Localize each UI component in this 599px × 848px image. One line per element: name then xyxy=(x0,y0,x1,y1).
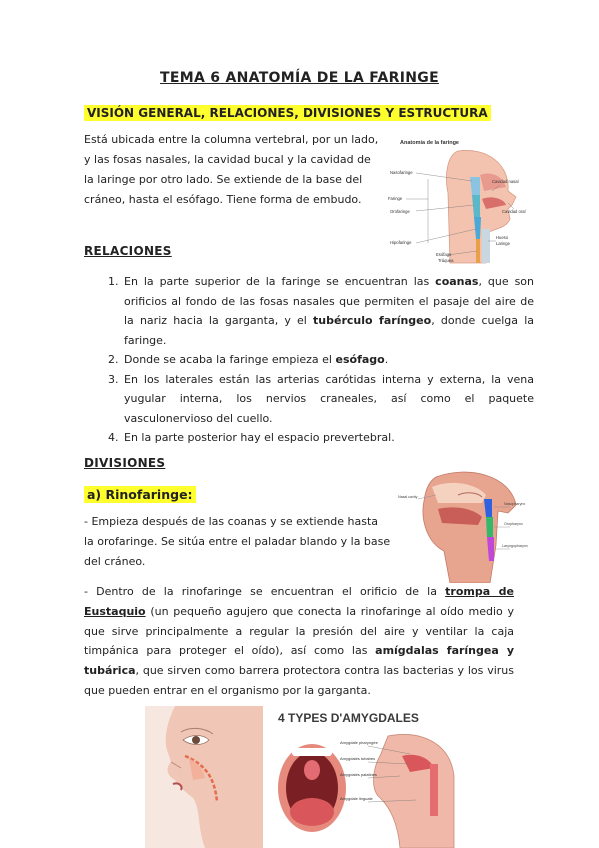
figure4-title: 4 TYPES D'AMYGDALES xyxy=(278,711,419,725)
label-hipofaringe: Hipofaringe xyxy=(390,240,412,245)
sagittal-head-figure xyxy=(398,465,530,583)
keyword-amigdalas: amígdalas faríngea y tubárica xyxy=(84,644,515,678)
label-faringe: Faringe xyxy=(388,196,403,201)
relaciones-heading: RELACIONES xyxy=(84,244,172,258)
label-nasal-cavity: Nasal cavity xyxy=(398,495,418,499)
list-item: 3. En los laterales están las arterias carótidas interna y externa, la vena yugular interna, los nervios craneales, así como el paquete vasculonervioso del cuello. xyxy=(122,370,534,429)
paragraph-line: - Empieza después de las coanas y se extiende hasta xyxy=(84,515,379,528)
paragraph-line: la orofaringe. Se sitúa entre el paladar blando y la base xyxy=(84,535,391,548)
label-cavidad-oral: Cavidad oral xyxy=(502,209,526,214)
amygdales-figure xyxy=(270,706,456,848)
intro-line: y las fosas nasales, la cavidad bucal y la cavidad de xyxy=(84,153,371,166)
label-hueso: Hueso xyxy=(496,235,509,240)
label-nasofaringe: Nasofaringe xyxy=(390,170,413,175)
label-orofaringe: Orofaringe xyxy=(390,209,410,214)
list-item: 2. Donde se acaba la faringe empieza el esófago. xyxy=(122,350,534,370)
label-traquea: Tráquea xyxy=(438,258,454,263)
label-laryngopharynx: Laryngopharynx xyxy=(502,544,528,548)
keyword-esofago: esófago xyxy=(335,353,385,366)
label-esofago: Esófago xyxy=(436,252,452,257)
divisiones-heading: DIVISIONES xyxy=(84,456,166,470)
keyword-coanas: coanas xyxy=(435,275,479,288)
page-title: TEMA 6 ANATOMÍA DE LA FARINGE xyxy=(160,70,439,86)
pharynx-anatomy-figure xyxy=(388,133,528,273)
paragraph-line: del cráneo. xyxy=(84,555,146,568)
keyword-tuberculo: tubérculo faríngeo xyxy=(313,314,432,327)
list-item: 4. En la parte posterior hay el espacio prevertebral. xyxy=(122,428,534,448)
intro-line: cráneo, hasta el esófago. Tiene forma de embudo. xyxy=(84,193,362,206)
label-amygdale-pharyngee: Amygdale pharyngée xyxy=(340,740,378,745)
list-item: 1. En la parte superior de la faringe se encuentran las coanas, que son orificios al fondo de las fosas nasales que permiten el pasaje del aire de la nariz hacia la garganta, y el tubérculo faríngeo, donde cuelga la faringe. xyxy=(122,272,534,350)
label-laringe: Laringe xyxy=(496,241,510,246)
figure1-title: Anatomía de la faringe xyxy=(400,140,459,146)
label-oropharynx: Oropharynx xyxy=(504,522,523,526)
label-amygdales-palatines: Amygdales palatines xyxy=(340,772,377,777)
rinofaringe-heading: a) Rinofaringe: xyxy=(84,484,196,503)
intro-line: Está ubicada entre la columna vertebral, por un lado, xyxy=(84,133,379,146)
section-heading-overview: VISIÓN GENERAL, RELACIONES, DIVISIONES Y ESTRUCTURA xyxy=(84,102,491,121)
rinofaringe-paragraph-2: - Dentro de la rinofaringe se encuentran el orificio de la trompa de Eustaquio (un pequeño agujero que conecta la rinofaringe al oído medio y que sirve principalmente a regular la presión del aire y ventilar la caja timpánica para proteger el oído), así como las amígdalas faríngea y tubárica, que sirven como barrera protectora contra las bacterias y los virus que pueden entrar en el organismo por la garganta. xyxy=(84,585,515,697)
intro-paragraph xyxy=(84,130,384,210)
label-cavidad-nasal: Cavidad nasal xyxy=(492,179,519,184)
keyword-trompa-eustaquio: trompa de Eustaquio xyxy=(84,585,514,618)
relaciones-list xyxy=(102,272,534,448)
face-profile-figure xyxy=(145,706,263,848)
label-amygdales-tubaires: Amygdales tubaires xyxy=(340,756,376,761)
rinofaringe-paragraph-1 xyxy=(84,512,394,572)
label-nasopharynx: Nasopharynx xyxy=(504,502,526,506)
intro-line: la laringe por otro lado. Se extiende de la base del xyxy=(84,173,363,186)
label-amygdale-linguale: Amygdale linguale xyxy=(340,796,373,801)
